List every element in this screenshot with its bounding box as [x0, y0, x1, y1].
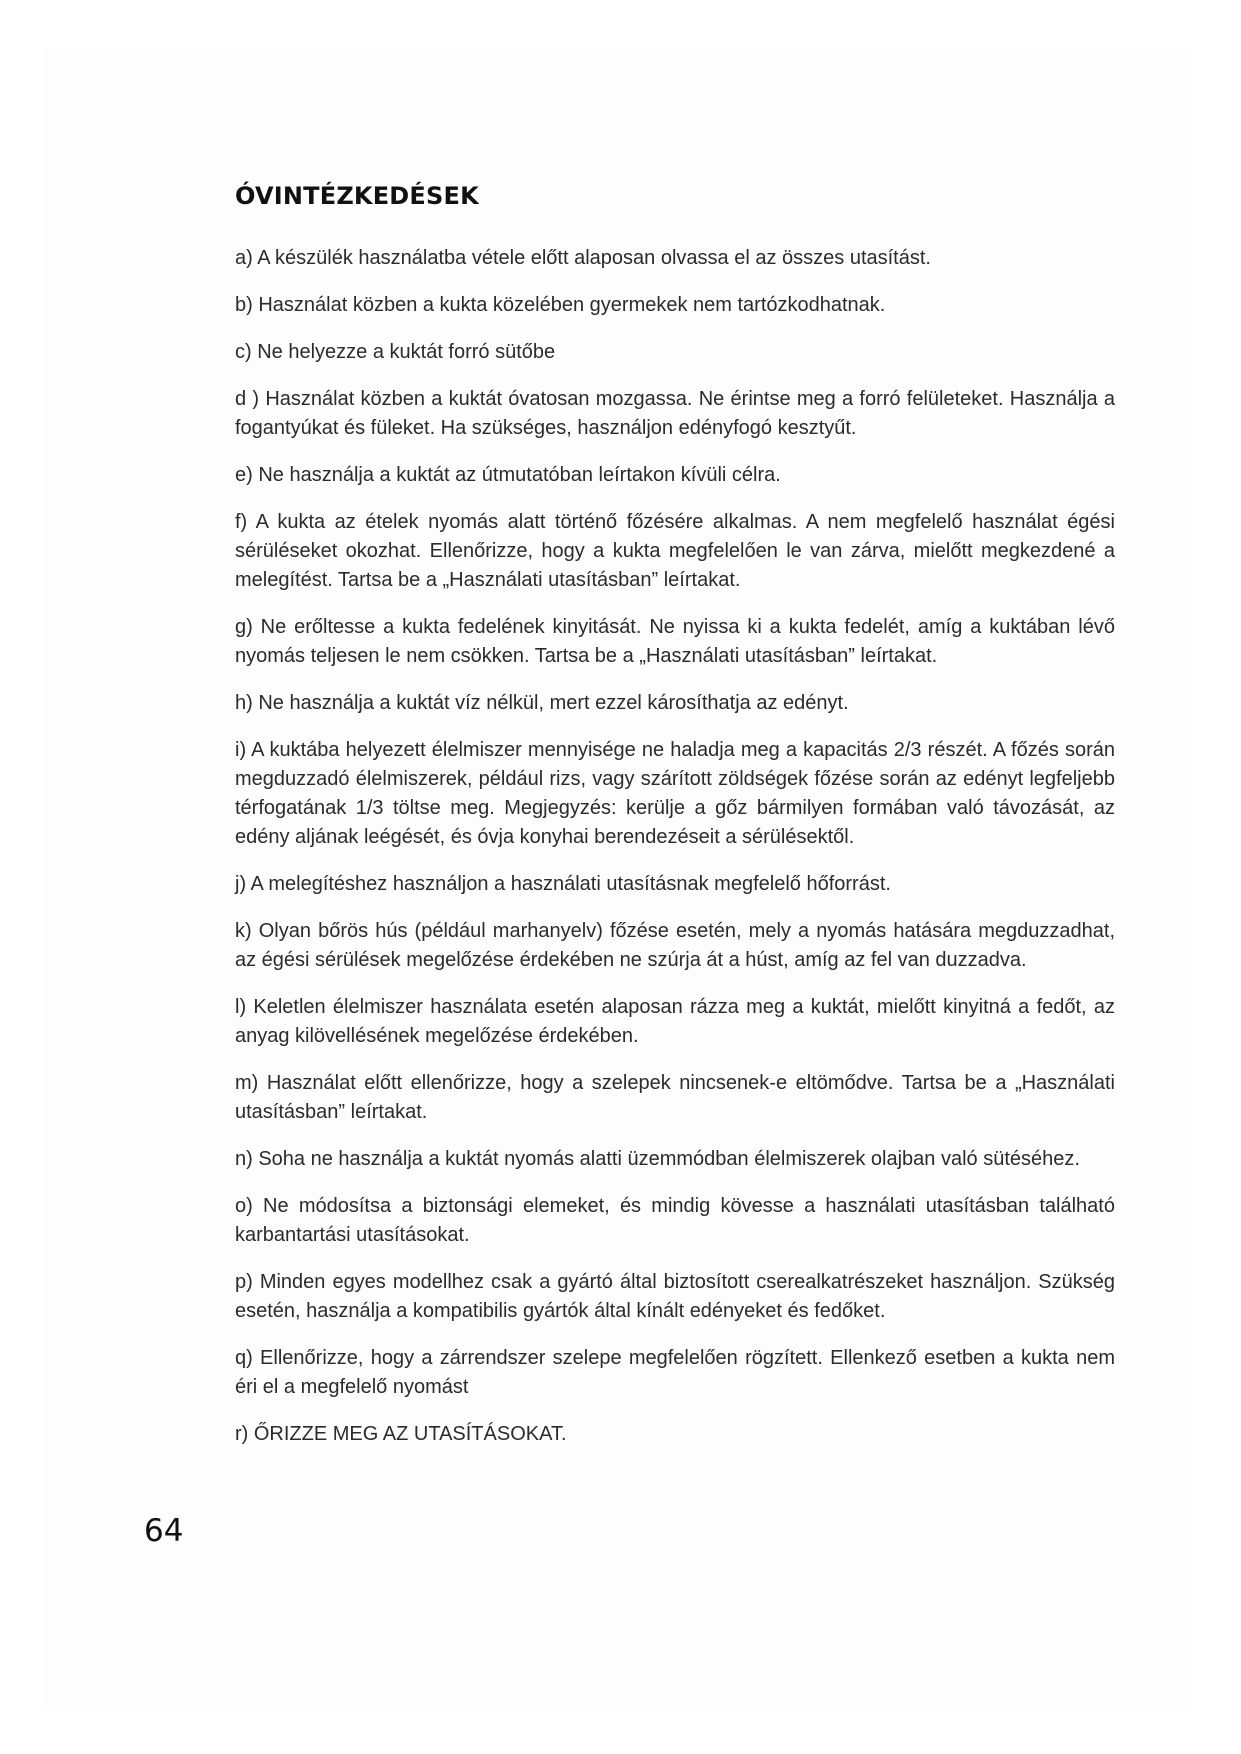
list-item: i) A kuktába helyezett élelmiszer mennyisége ne haladja meg a kapacitás 2/3 részét. A főzés során megduzzadó élelmiszerek, például rizs, vagy szárított zöldségek főzése során az edényt legfeljebb térfogatának 1/3 töltse meg. Megjegyzés: kerülje a gőz bármilyen formában való távozását, az edény aljának leégését, és óvja konyhai berendezéseit a sérülésektől. [235, 739, 1115, 848]
list-item: h) Ne használja a kuktát víz nélkül, mert ezzel károsíthatja az edényt. [235, 692, 849, 714]
precautions-list [235, 244, 1115, 1467]
list-item: k) Olyan bőrös hús (például marhanyelv) főzése esetén, mely a nyomás hatására megduzzadhat, az égési sérülések megelőzése érdekében ne szúrja át a húst, amíg az fel van duzzadva. [235, 920, 1115, 971]
list-item: g) Ne erőltesse a kukta fedelének kinyitását. Ne nyissa ki a kukta fedelét, amíg a kuktában lévő nyomás teljesen le nem csökken. Tartsa be a „Használati utasításban” leírtakat. [235, 616, 1115, 667]
page-title: ÓVINTÉZKEDÉSEK [235, 182, 479, 210]
list-item: f) A kukta az ételek nyomás alatt történő főzésére alkalmas. A nem megfelelő használat égési sérüléseket okozhat. Ellenőrizze, hogy a kukta megfelelően le van zárva, mielőtt megkezdené a melegítést. Tartsa be a „Használati utasításban” leírtakat. [235, 511, 1115, 591]
list-item: d ) Használat közben a kuktát óvatosan mozgassa. Ne érintse meg a forró felületeket. Használja a fogantyúkat és füleket. Ha szükséges, használjon edényfogó kesztyűt. [235, 388, 1115, 439]
list-item: p) Minden egyes modellhez csak a gyártó által biztosított cserealkatrészeket használjon. Szükség esetén, használja a kompatibilis gyártók által kínált edényeket és fedőket. [235, 1271, 1115, 1322]
list-item: e) Ne használja a kuktát az útmutatóban leírtakon kívüli célra. [235, 464, 781, 486]
list-item: q) Ellenőrizze, hogy a zárrendszer szelepe megfelelően rögzített. Ellenkező esetben a kukta nem éri el a megfelelő nyomást [235, 1347, 1115, 1398]
list-item: o) Ne módosítsa a biztonsági elemeket, és mindig kövesse a használati utasításban található karbantartási utasításokat. [235, 1195, 1115, 1246]
list-item: m) Használat előtt ellenőrizze, hogy a szelepek nincsenek-e eltömődve. Tartsa be a „Használati utasításban” leírtakat. [235, 1072, 1115, 1123]
page-number: 64 [144, 1513, 184, 1549]
list-item: b) Használat közben a kukta közelében gyermekek nem tartózkodhatnak. [235, 294, 886, 316]
list-item: n) Soha ne használja a kuktát nyomás alatti üzemmódban élelmiszerek olajban való sütéséhez. [235, 1148, 1080, 1170]
list-item: r) ŐRIZZE MEG AZ UTASÍTÁSOKAT. [235, 1423, 567, 1445]
list-item: j) A melegítéshez használjon a használati utasításnak megfelelő hőforrást. [235, 873, 891, 895]
list-item: l) Keletlen élelmiszer használata esetén alaposan rázza meg a kuktát, mielőtt kinyitná a fedőt, az anyag kilövellésének megelőzése érdekében. [235, 996, 1115, 1047]
list-item: a) A készülék használatba vétele előtt alaposan olvassa el az összes utasítást. [235, 247, 931, 269]
list-item: c) Ne helyezze a kuktát forró sütőbe [235, 341, 556, 363]
